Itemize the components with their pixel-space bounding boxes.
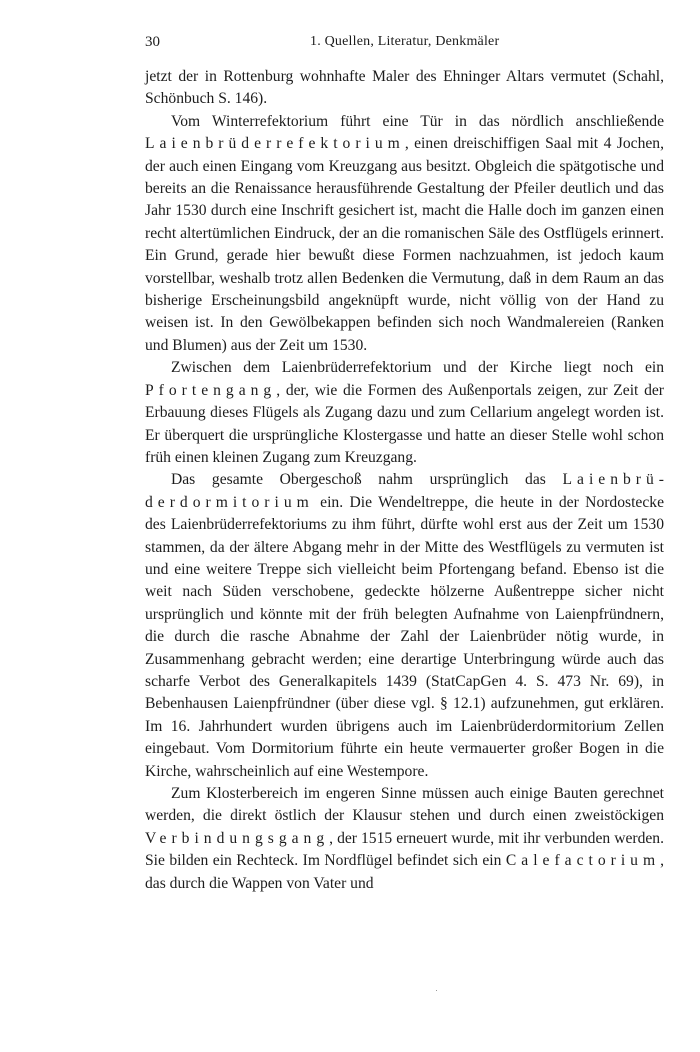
text-run: , der 1515 erneuert wurde, mit ihr verbunden werden. Sie bilden ein Rechteck. Im Nordflügel befindet sich ein	[145, 829, 664, 870]
paragraph	[145, 469, 664, 783]
text-run: jetzt der in Rottenburg wohnhafte Maler des Ehninger Altars vermutet (Schahl, Schönbuch S. 146).	[145, 68, 664, 108]
page-number: 30	[145, 34, 160, 50]
paragraph	[145, 783, 664, 895]
text-run: , der, wie die Formen des Außenportals zeigen, zur Zeit der Erbauung dieses Flügels als Zugang dazu und zum Cellarium angelegt worden ist. Er überquert die ursprüngliche Klostergasse und hatte an dieser Stelle wohl schon früh einen kleinen Zugang zum Kreuzgang.	[145, 381, 664, 466]
spaced-term: Calefactorium	[505, 852, 661, 870]
body-text	[145, 66, 664, 895]
text-run: Zwischen dem Laienbrüderrefektorium und der Kirche liegt noch ein	[171, 359, 664, 377]
spaced-term: Laienbrüderdormitorium	[145, 471, 664, 511]
text-run: , das durch die Wappen von Vater und	[145, 852, 664, 892]
print-speck	[436, 990, 437, 991]
spaced-term: Pfortengang	[145, 381, 277, 399]
spaced-term: Verbindungsgang	[145, 829, 330, 847]
paragraph	[145, 111, 664, 357]
text-run: Das gesamte Obergeschoß nahm ursprünglich das	[171, 471, 563, 489]
text-run: ein. Die Wendeltreppe, die heute in der Nordostecke des Laienbrüderrefektoriums zu ihm führt, dürfte wohl erst aus der Zeit um 1530 stammen, da der ältere Abgang mehr in der Mitte des Westflügels zu vermuten ist und eine weitere Treppe sich vielleicht beim Pfortengang befand. Ebenso ist die weit nach Süden verschobene, gedeckte hölzerne Außentreppe sicher nicht ursprünglich und könnte mit der früh belegten Aufnahme von Laienpfründnern, die durch die rasche Abnahme der Zahl der Laienbrüder nötig wurde, in Zusammenhang gebracht werden; eine derartige Unterbringung würde auch das scharfe Verbot des Generalkapitels 1439 (StatCapGen 4. S. 473 Nr. 69), in Bebenhausen Laienpfründner (über diese vgl. § 12.1) aufzunehmen, gut erklären. Im 16. Jahrhundert wurden übrigens auch im Laienbrüderdormitorium Zellen eingebaut. Vom Dormitorium führte ein heute vermauerter großer Bogen in die Kirche, wahrscheinlich auf eine Westempore.	[145, 493, 664, 780]
paragraph	[145, 357, 664, 469]
spaced-term: Laienbrüderrefektorium	[145, 135, 405, 153]
text-run: Vom Winterrefektorium führt eine Tür in das nördlich anschließende	[171, 112, 664, 130]
text-run: Zum Klosterbereich im engeren Sinne müssen auch einige Bauten gerechnet werden, die direkt östlich der Klausur stehen und durch einen zweistöckigen	[145, 785, 664, 825]
running-head: 1. Quellen, Literatur, Denkmäler	[310, 34, 500, 49]
text-run: , einen dreischiffigen Saal mit 4 Jochen, der auch einen Eingang vom Kreuzgang aus besitzt. Obgleich die spätgotische und bereits an die Renaissance herausführende Gestaltung der Pfeiler deutlich und das Jahr 1530 durch eine Inschrift gesichert ist, macht die Halle doch im ganzen einen recht altertümlichen Eindruck, der an die romanischen Säle des Ostflügels erinnert. Ein Grund, gerade hier bewußt diese Formen nachzuahmen, ist jedoch kaum vorstellbar, weshalb trotz allen Bedenken die Vermutung, daß in dem Raum an das bisherige Erscheinungsbild angeknüpft wurde, nicht völlig von der Hand zu weisen ist. In den Gewölbekappen befinden sich noch Wandmalereien (Ranken und Blumen) aus der Zeit um 1530.	[145, 135, 664, 354]
paragraph	[145, 66, 664, 111]
